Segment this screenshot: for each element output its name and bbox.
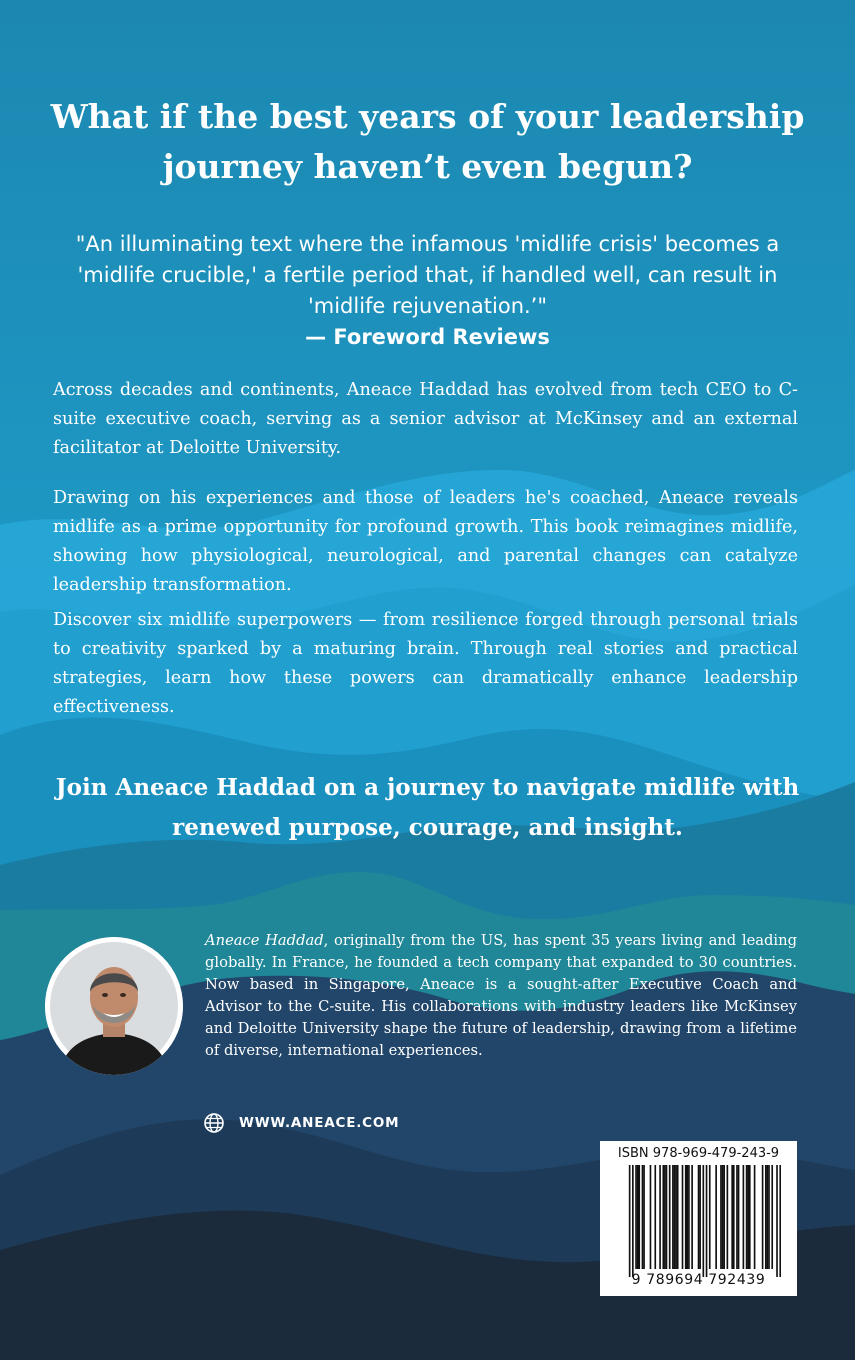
author-portrait <box>45 937 183 1075</box>
barcode-bar <box>776 1165 778 1277</box>
author-bio <box>205 930 797 1062</box>
barcode-bar <box>698 1165 700 1269</box>
barcode-bar <box>709 1165 711 1269</box>
barcode-bar <box>669 1165 671 1269</box>
review-source: — Foreword Reviews <box>305 325 550 349</box>
globe-icon <box>203 1112 225 1134</box>
barcode-bar <box>749 1165 751 1269</box>
barcode-bar <box>768 1165 770 1269</box>
barcode-bar <box>629 1165 631 1277</box>
website[interactable] <box>203 1110 399 1136</box>
barcode-bar <box>779 1165 781 1277</box>
barcode-bar <box>715 1165 717 1269</box>
barcode-bar <box>666 1165 668 1269</box>
barcode-bar <box>699 1165 701 1269</box>
barcode-bar <box>733 1165 735 1269</box>
barcode-bar <box>771 1165 773 1269</box>
barcode-bar <box>635 1165 637 1269</box>
intro-paragraph: Across decades and continents, Aneace Haddad has evolved from tech CEO to C-suite executive coach, serving as a senior advisor at McKinsey and an external facilitator at Deloitte University. <box>53 380 798 458</box>
barcode-bars <box>616 1165 781 1281</box>
barcode-bar <box>637 1165 639 1269</box>
barcode-bar <box>706 1165 708 1277</box>
review-quote <box>40 229 815 353</box>
barcode-bar <box>727 1165 729 1269</box>
isbn-barcode <box>600 1141 797 1296</box>
barcode-bar <box>746 1165 748 1269</box>
midlife-paragraph: Drawing on his experiences and those of leaders he's coached, Aneace reveals midlife as a prime opportunity for profound growth. This book reimagines midlife, showing how physiological, neurological, and parental changes can catalyze leadership transformation. <box>53 488 798 595</box>
barcode-bar <box>767 1165 769 1269</box>
barcode-bar <box>691 1165 693 1269</box>
barcode-bar <box>765 1165 767 1269</box>
barcode-bar <box>685 1165 687 1269</box>
isbn-label: ISBN 978-969-479-243-9 <box>617 1146 780 1161</box>
superpowers-paragraph: Discover six midlife superpowers — from resilience forged through personal trials to creativity sparked by a maturing brain. Through real stories and practical strategies, learn how these powers can dramatically enhance leadership effectiveness. <box>53 610 798 717</box>
barcode-bar <box>672 1165 674 1269</box>
barcode-bar <box>664 1165 666 1269</box>
barcode-bar <box>738 1165 740 1269</box>
barcode-bar <box>674 1165 676 1269</box>
review-quote-text: "An illuminating text where the infamous 'midlife crisis' becomes a 'midlife crucible,' a fertile period that, if handled well, can result in 'midlife rejuvenation.’" <box>75 232 780 318</box>
barcode-bar <box>686 1165 688 1269</box>
barcode-bar <box>682 1165 684 1269</box>
ean-digits: 9 789694 792439 <box>631 1272 766 1288</box>
barcode-bar <box>650 1165 652 1269</box>
barcode-bar <box>675 1165 677 1269</box>
barcode-bar <box>643 1165 645 1269</box>
barcode-bar <box>659 1165 661 1269</box>
author-photo <box>45 937 183 1075</box>
barcode-bar <box>632 1165 634 1277</box>
call-to-action: Join Aneace Haddad on a journey to navigate midlife with renewed purpose, courage, and insight. <box>55 774 800 841</box>
barcode-bar <box>662 1165 664 1269</box>
barcode-bar <box>762 1165 764 1269</box>
headline: What if the best years of your leadership journey haven’t even begun? <box>50 97 805 186</box>
barcode-bar <box>654 1165 656 1269</box>
barcode-bar <box>720 1165 722 1269</box>
barcode-bar <box>736 1165 738 1269</box>
author-bio-text: , originally from the US, has spent 35 years living and leading globally. In France, he founded a tech company that expanded to 30 countries. Now based in Singapore, Aneace is a sought-after Executive Coach and Advisor to the C-suite. His collaborations with industry leaders like McKinsey and Deloitte University shape the future of leadership, drawing from a lifetime of diverse, international experiences. <box>205 932 797 1059</box>
barcode-bar <box>743 1165 745 1269</box>
barcode-bar <box>754 1165 756 1269</box>
website-url[interactable]: WWW.ANEACE.COM <box>239 1115 400 1131</box>
barcode-bar <box>642 1165 644 1269</box>
barcode-bar <box>688 1165 690 1269</box>
barcode-bar <box>723 1165 725 1269</box>
barcode-bar <box>747 1165 749 1269</box>
barcode-bar <box>638 1165 640 1269</box>
barcode-bar <box>731 1165 733 1269</box>
barcode-bar <box>703 1165 705 1277</box>
author-name: Aneace Haddad <box>205 932 324 949</box>
barcode-bar <box>677 1165 679 1269</box>
barcode-bar <box>722 1165 724 1269</box>
